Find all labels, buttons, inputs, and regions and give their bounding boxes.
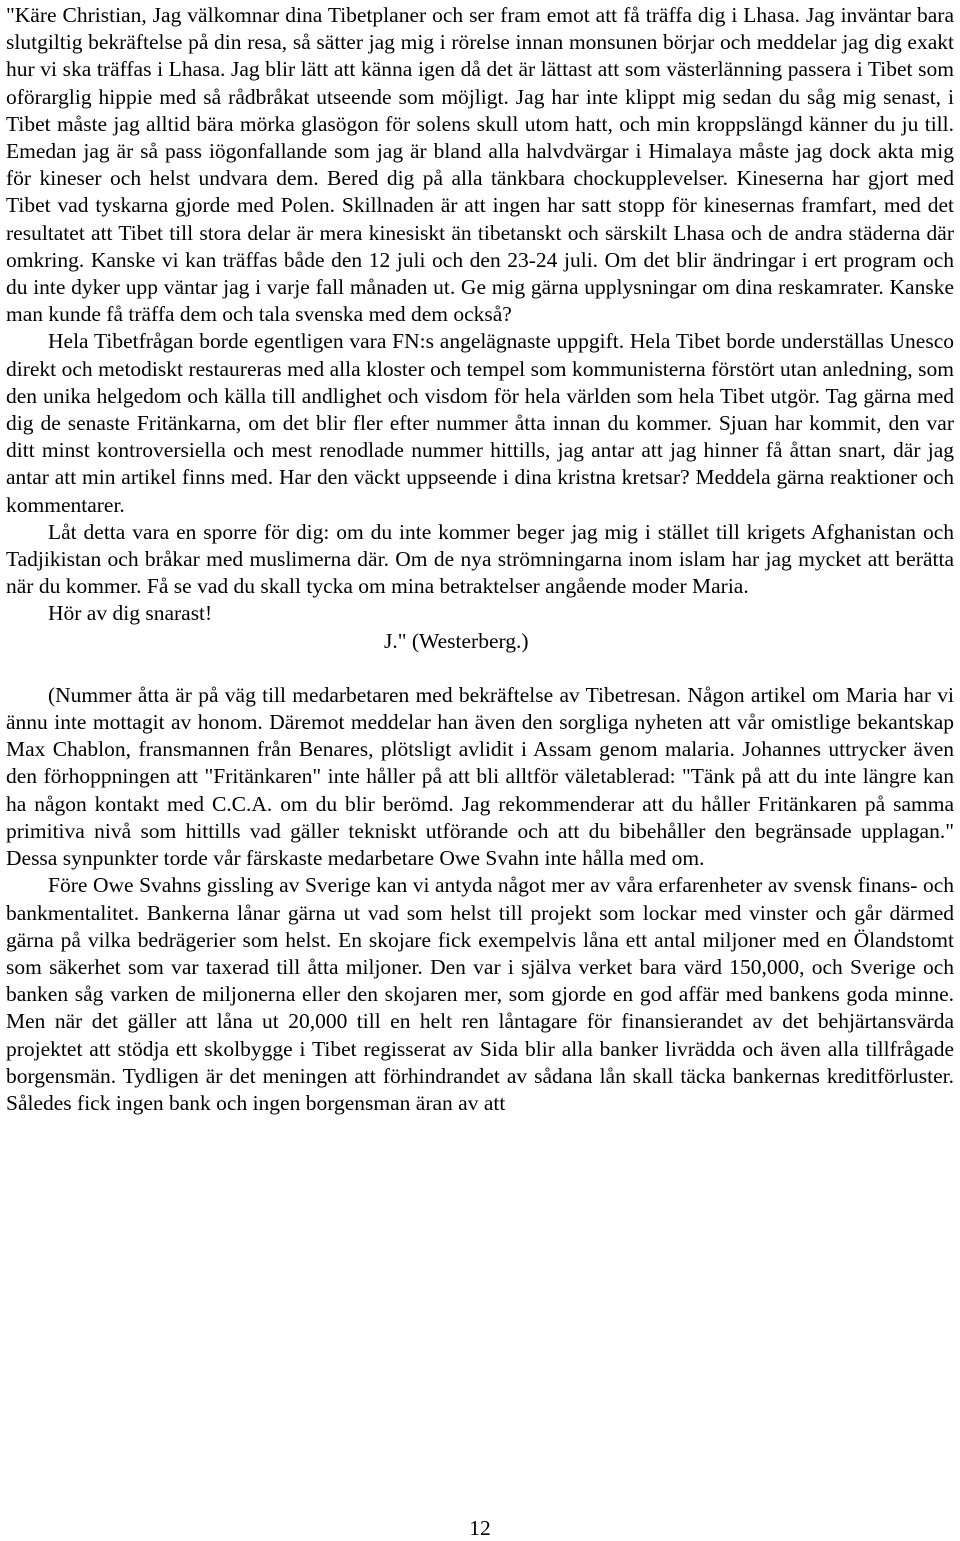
letter-paragraph-2: Hela Tibetfrågan borde egentligen vara FN:s angelägnaste uppgift. Hela Tibet borde underställas Unesco direkt och metodiskt restaureras med alla kloster och tempel som kommunisterna förstört utan anledning, som den unika helgedom och källa till andlighet och visdom för hela världen som hela Tibet utgör. Tag gärna med dig de senaste Fritänkarna, om det blir fler efter nummer åtta innan du kommer. Sjuan har kommit, den var ditt minst kontroversiella och mest renodlade nummer hittills, jag antar att jag hinner få åttan snart, där jag antar att min artikel finns med. Har den väckt uppseende i dina kristna kretsar? Meddela gärna reaktioner och kommentarer. xyxy=(6,329,954,517)
letter-paragraph-1: "Käre Christian, Jag välkomnar dina Tibetplaner och ser fram emot att få träffa dig i Lhasa. Jag inväntar bara slutgiltig bekräftelse på din resa, så sätter jag mig i rörelse innan monsunen börjar och meddelar jag dig exakt hur vi ska träffas i Lhasa. Jag blir lätt att känna igen då det är lättast att som västerlänning passera i Tibet som oförarglig hippie med så rådbråkat utseende som möjligt. Jag har inte klippt mig sedan du såg mig senast, i Tibet måste jag alltid bära mörka glasögon för solens skull utom hatt, och min kroppslängd känner du ju till. Emedan jag är så pass iögonfallande som jag är bland alla halvdvärgar i Himalaya måste jag dock akta mig för kineser och helst undvara dem. Bered dig på alla tänkbara chockupplevelser. Kineserna har gjort med Tibet vad tyskarna gjorde med Polen. Skillnaden är att ingen har satt stopp för kinesernas framfart, med det resultatet att Tibet till stora delar är mera kinesiskt än tibetanskt och särskilt Lhasa och de andra städerna där omkring. Kanske vi kan träffas både den 12 juli och den 23-24 juli. Om det blir ändringar i ert program och du inte dyker upp väntar jag i varje fall månaden ut. Ge mig gärna upplysningar om dina reskamrater. Kanske man kunde få träffa dem och tala svenska med dem också? xyxy=(6,3,954,327)
letter-closing: Hör av dig snarast! xyxy=(48,601,213,626)
commentary-paragraph-1: (Nummer åtta är på väg till medarbetaren med bekräftelse av Tibetresan. Någon artikel om Maria har vi ännu inte mottagit av honom. Däremot meddelar han även den sorgliga nyheten att vår omistlige bekantskap Max Chablon, fransmannen från Benares, plötsligt avlidit i Assam genom malaria. Johannes uttrycker även den förhoppningen att "Fritänkaren" inte håller på att bli alltför väletablerad: "Tänk på att du inte längre kan ha någon kontakt med C.C.A. om du blir berömd. Jag rekommenderar att du håller Fritänkaren på samma primitiva nivå som hittills vad gäller tekniskt utförande och att du bibehåller den begränsade upplagan." Dessa synpunkter torde vår färskaste medarbetare Owe Svahn inte hålla med om. xyxy=(6,682,954,871)
document-page xyxy=(6,2,954,1117)
letter-paragraph-3: Låt detta vara en sporre för dig: om du inte kommer beger jag mig i stället till krigets Afghanistan och Tadjikistan och bråkar med muslimerna där. Om de nya strömningarna inom islam har jag mycket att berätta när du kommer. Få se vad du skall tycka om mina betraktelser angående moder Maria. xyxy=(6,519,954,599)
letter-signature: J." (Westerberg.) xyxy=(384,628,529,653)
commentary-paragraph-2: Före Owe Svahns gissling av Sverige kan vi antyda något mer av våra erfarenheter av svensk finans- och bankmentalitet. Bankerna lånar gärna ut vad som helst till projekt som lockar med vinster och går därmed gärna på vilka bedrägerier som helst. En skojare fick exempelvis låna ett antal miljoner med en Ölandstomt som säkerhet som var taxerad till åtta miljoner. Den var i själva verket bara värd 150,000, och Sverige och banken såg varken de miljonerna eller den skojaren mer, som gjorde en god affär med bankens goda minne. Men när det gäller att låna ut 20,000 till en helt ren låntagare för finansierandet av det behjärtansvärda projektet att stödja ett skolbygge i Tibet regisserat av Sida blir alla banker livrädda och även alla tillfrågade borgensmän. Tydligen är det meningen att förhindrandet av sådana lån skall täcka bankernas kreditförluster. Således fick ingen bank och ingen borgensman äran av att xyxy=(6,873,954,1115)
page-number: 12 xyxy=(469,1516,491,1540)
